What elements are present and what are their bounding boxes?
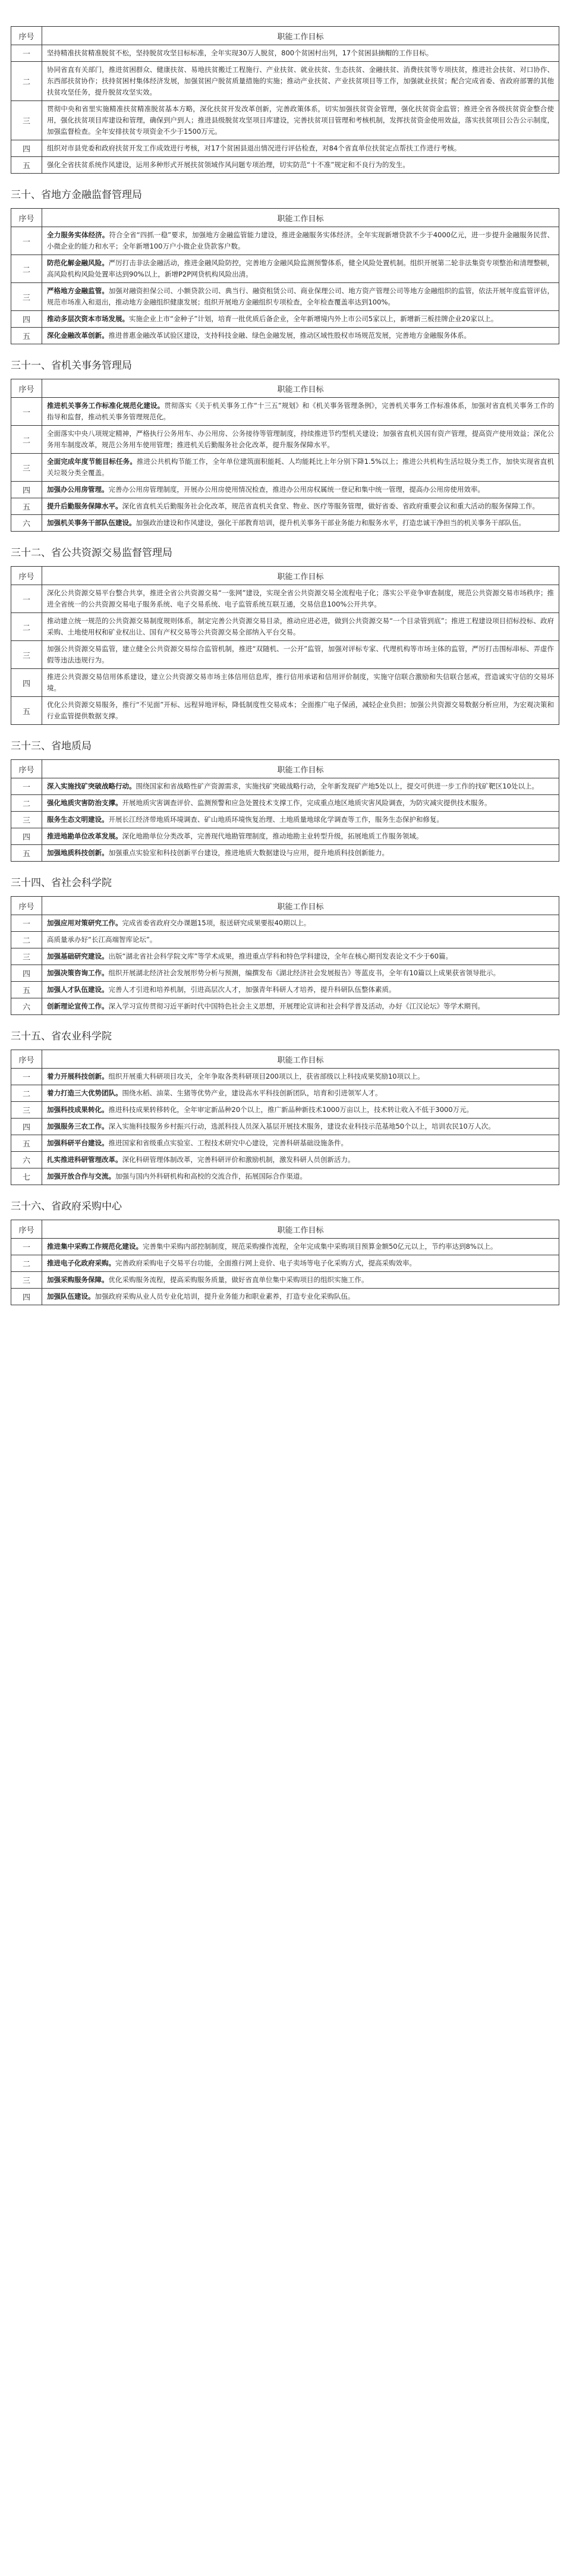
row-number: 二	[11, 62, 42, 101]
header-num: 序号	[11, 567, 42, 585]
row-goal	[42, 915, 559, 932]
row-goal	[42, 1239, 559, 1255]
row-goal-text: 协同省直有关部门，推进贫困群众、健康扶贫、易地扶贫搬迁工程施行、产业扶贫、就业扶贫、生态扶贫、金融扶贫、消费扶贫等专项扶贫，推进社会扶贫、对口协作、东西部扶贫协作；扶持贫困村集体经济发展，加强贫困户脱贫质量措施的实施；推动产业扶贫、产业扶贫项目等工作，加强就业扶贫；配合完成省委、省政府部署的其他扶贫攻坚任务，提升脱贫攻坚实效。	[47, 65, 554, 96]
table-row	[11, 613, 559, 641]
header-num: 序号	[11, 27, 42, 45]
row-number: 二	[11, 613, 42, 641]
table-header-row	[11, 379, 559, 398]
row-goal-heading: 推进集中采购工作规范化建设。	[47, 1242, 143, 1251]
table-row	[11, 1272, 559, 1289]
table-row	[11, 101, 559, 140]
table-row	[11, 669, 559, 697]
row-number: 五	[11, 697, 42, 725]
row-goal	[42, 982, 559, 998]
header-num: 序号	[11, 209, 42, 227]
row-goal	[42, 255, 559, 283]
row-goal	[42, 283, 559, 311]
row-goal-text: 推进普惠金融改革试验区建设，支持科技金融、绿色金融发展，推动区域性股权市场规范发展，完善地方金融服务体系。	[108, 331, 471, 340]
row-number: 四	[11, 311, 42, 328]
row-goal	[42, 778, 559, 795]
row-goal	[42, 482, 559, 498]
table-row	[11, 1168, 559, 1185]
table-row	[11, 965, 559, 982]
goals-table	[11, 759, 559, 862]
row-goal	[42, 585, 559, 613]
row-number: 二	[11, 1085, 42, 1102]
table-header-row	[11, 567, 559, 585]
row-goal-text: 开展地质灾害调查评价、监测预警和应急处置技术支撑工作，完成重点地区地质灾害风险调查，为防灾减灾提供技术服务。	[122, 799, 492, 807]
row-goal-text: 优化公共资源交易服务，推行“不见面”开标、远程异地评标，降低制度性交易成本；全面推广电子保函，减轻企业负担；加强公共资源交易数据分析应用，为宏观决策和行业监管提供数据支撑。	[47, 700, 554, 720]
row-goal-text: 加强对融资担保公司、小额贷款公司、典当行、融资租赁公司、商业保理公司、地方资产管理公司等地方金融组织的监管，依法开展年度监管评估，规范市场准入和退出，推动地方金融组织健康发展；组织开展地方金融组织专项检查，全年检查覆盖率达到100%。	[47, 287, 554, 306]
row-number: 二	[11, 1255, 42, 1272]
row-goal	[42, 62, 559, 101]
row-goal-text: 组织开展重大科研项目攻关，全年争取各类科研项目200项以上，获省部级以上科技成果奖励10项以上。	[108, 1072, 424, 1080]
row-number: 三	[11, 454, 42, 482]
goals-table	[11, 1220, 559, 1305]
row-goal	[42, 998, 559, 1015]
row-goal-text: 推进国家和省级重点实验室、工程技术研究中心建设，完善科研基础设施条件。	[108, 1139, 348, 1147]
row-number: 二	[11, 932, 42, 948]
row-goal	[42, 795, 559, 812]
row-goal	[42, 1085, 559, 1102]
section-title: 三十五、省农业科学院	[11, 1031, 112, 1042]
row-number: 五	[11, 1135, 42, 1152]
row-goal-text: 贯彻落实《关于机关事务工作“十三五”规划》和《机关事务管理条例》，完善机关事务工作标准体系，加强对省直机关事务工作的指导和监督，推动机关事务管理规范化。	[47, 401, 554, 421]
section-title	[11, 0, 559, 26]
row-goal	[42, 328, 559, 344]
row-goal-text: 完善政府采购电子交易平台功能，全面推行网上竞价、电子卖场等电子化采购方式，提高采购效率。	[115, 1259, 416, 1267]
row-goal	[42, 1272, 559, 1289]
row-number: 二	[11, 795, 42, 812]
row-goal-text: 深入学习宣传贯彻习近平新时代中国特色社会主义思想，开展理论宣讲和社会科学普及活动，办好《江汉论坛》等学术期刊。	[108, 1002, 484, 1010]
row-goal-text: 全面落实中央八项规定精神，严格执行公务用车、办公用房、公务接待等管理制度，持续推进节约型机关建设；加强省直机关国有资产管理，提高资产使用效益；深化公务用车制度改革，规范公务用车使用管理；推进机关后勤服务社会化改革，提升服务保障水平。	[47, 429, 554, 449]
table-row	[11, 515, 559, 532]
row-goal	[42, 140, 559, 157]
row-goal-heading: 着力开展科技创新。	[47, 1072, 109, 1080]
row-goal-heading: 创新理论宣传工作。	[47, 1002, 109, 1010]
table-header-row	[11, 209, 559, 227]
row-goal-text: 深化省直机关后勤服务社会化改革，规范省直机关食堂、物业、医疗等服务管理，做好省委、省政府重要会议和重大活动的服务保障工作。	[122, 502, 539, 510]
table-row	[11, 982, 559, 998]
header-num: 序号	[11, 760, 42, 778]
row-goal-heading: 服务生态文明建设。	[47, 815, 109, 824]
row-goal	[42, 515, 559, 532]
table-row	[11, 283, 559, 311]
row-goal	[42, 1152, 559, 1168]
row-number: 四	[11, 140, 42, 157]
row-goal-text: 开展长江经济带地质环境调查、矿山地质环境恢复治理、土地质量地球化学调查等工作，服务生态保护和修复。	[108, 815, 443, 824]
table-row	[11, 62, 559, 101]
row-goal-heading: 深入实施找矿突破战略行动。	[47, 782, 136, 790]
row-goal	[42, 641, 559, 669]
goals-table	[11, 1050, 559, 1185]
table-row	[11, 948, 559, 965]
row-number: 三	[11, 812, 42, 828]
row-goal	[42, 157, 559, 174]
row-goal	[42, 1168, 559, 1185]
row-number: 四	[11, 669, 42, 697]
goals-table	[11, 566, 559, 725]
row-goal-text: 高质量承办好“长江高端智库论坛”。	[47, 935, 157, 944]
row-goal-text: 出版“湖北省社会科学院文库”等学术成果，推进重点学科和特色学科建设，全年在核心期刊发表论文不少于60篇。	[108, 952, 453, 960]
row-goal-heading: 强化地质灾害防治支撑。	[47, 799, 122, 807]
row-goal-text: 深化公共资源交易平台整合共享，推进全省公共资源交易“一张网”建设，实现全省公共资源交易全流程电子化；落实公平竞争审查制度，规范公共资源交易市场秩序；推进全省统一的公共资源交易电子服务系统、电子交易系统、电子监管系统互联互通，交易信息100%公开共享。	[47, 589, 554, 608]
row-number: 六	[11, 1152, 42, 1168]
row-number: 三	[11, 101, 42, 140]
row-number: 一	[11, 1069, 42, 1085]
row-goal	[42, 227, 559, 255]
header-goal: 职能工作目标	[42, 567, 559, 585]
header-goal: 职能工作目标	[42, 209, 559, 227]
header-num: 序号	[11, 1220, 42, 1239]
row-number: 一	[11, 915, 42, 932]
table-header-row	[11, 760, 559, 778]
table-row	[11, 795, 559, 812]
table-row	[11, 1069, 559, 1085]
header-goal: 职能工作目标	[42, 1220, 559, 1239]
table-row	[11, 1255, 559, 1272]
row-goal-heading: 严格地方金融监管。	[47, 287, 109, 295]
row-number: 三	[11, 948, 42, 965]
row-goal-text: 推进公共机构节能工作，全年单位建筑面积能耗、人均能耗比上年分别下降1.5%以上；推进公共机构生活垃圾分类工作，加快实现省直机关垃圾分类全覆盖。	[47, 457, 555, 477]
row-goal-text: 组织开展湖北经济社会发展形势分析与预测，编撰发布《湖北经济社会发展报告》等蓝皮书，全年有10篇以上成果获省领导批示。	[108, 969, 500, 977]
row-goal-heading: 加强服务三农工作。	[47, 1122, 109, 1130]
row-goal-heading: 推进地勘单位改革发展。	[47, 832, 122, 840]
row-goal-text: 深入实施科技服务乡村振兴行动，选派科技人员深入基层开展技术服务，建设农业科技示范基地50个以上，培训农民10万人次。	[108, 1122, 495, 1130]
table-row	[11, 1152, 559, 1168]
table-row	[11, 498, 559, 515]
section-title: 三十四、省社会科学院	[11, 877, 112, 889]
row-goal-text: 加强与国内外科研机构和高校的交流合作，拓展国际合作渠道。	[115, 1172, 307, 1180]
table-row	[11, 311, 559, 328]
row-goal	[42, 613, 559, 641]
row-goal-heading: 推进电子化政府采购。	[47, 1259, 115, 1267]
table-row	[11, 482, 559, 498]
row-number: 二	[11, 255, 42, 283]
row-goal-heading: 扎实推进科研管理改革。	[47, 1155, 122, 1164]
table-row	[11, 828, 559, 845]
goals-table	[11, 208, 559, 344]
table-header-row	[11, 1050, 559, 1069]
table-row	[11, 426, 559, 454]
table-row	[11, 812, 559, 828]
table-row	[11, 1289, 559, 1305]
row-number: 五	[11, 845, 42, 862]
table-row	[11, 1102, 559, 1119]
row-goal-heading: 全力服务实体经济。	[47, 231, 109, 239]
row-goal-heading: 加强办公用房管理。	[47, 485, 109, 494]
table-row	[11, 255, 559, 283]
row-number: 六	[11, 515, 42, 532]
row-goal	[42, 1102, 559, 1119]
row-goal-heading: 着力打造三大优势团队。	[47, 1089, 122, 1097]
row-goal-heading: 加强人才队伍建设。	[47, 985, 109, 994]
row-goal-text: 严厉打击非法金融活动，推进金融风险防控，完善地方金融风险监测预警体系，健全风险处置机制。组织开展第二轮非法集资专项整治和清理整顿，高风险机构风险处置率达到90%以上，新增P2P网贷机构风险出清。	[47, 259, 554, 278]
row-number: 一	[11, 227, 42, 255]
row-goal-text: 完善集中采购内部控制制度，规范采购操作流程，全年完成集中采购项目预算金额50亿元以上，节约率达到8%以上。	[143, 1242, 497, 1251]
row-goal	[42, 669, 559, 697]
row-goal	[42, 828, 559, 845]
row-number: 七	[11, 1168, 42, 1185]
row-number: 一	[11, 398, 42, 426]
row-number: 一	[11, 585, 42, 613]
row-number: 四	[11, 1289, 42, 1305]
table-header-row	[11, 27, 559, 45]
row-number: 五	[11, 498, 42, 515]
header-goal: 职能工作目标	[42, 897, 559, 915]
row-goal-text: 完成省委省政府交办课题15项，报送研究成果要报40期以上。	[122, 919, 311, 927]
section-title: 三十六、省政府采购中心	[11, 1201, 122, 1212]
row-goal	[42, 1135, 559, 1152]
row-goal-text: 推进公共资源交易信用体系建设，建立公共资源交易市场主体信用信息库，推行信用承诺和信用评价制度，实施守信联合激励和失信联合惩戒，营造诚实守信的交易环境。	[47, 673, 554, 692]
row-number: 三	[11, 641, 42, 669]
row-goal	[42, 845, 559, 862]
row-number: 四	[11, 828, 42, 845]
row-number: 五	[11, 157, 42, 174]
row-goal	[42, 426, 559, 454]
row-goal-text: 推进科技成果转移转化，全年审定新品种20个以上，推广新品种新技术1000万亩以上，技术转让收入不低于3000万元。	[108, 1105, 474, 1114]
row-goal-heading: 加强开放合作与交流。	[47, 1172, 115, 1180]
table-row	[11, 932, 559, 948]
row-goal-heading: 深化金融改革创新。	[47, 331, 109, 340]
table-row	[11, 454, 559, 482]
row-goal	[42, 454, 559, 482]
table-row	[11, 697, 559, 725]
table-row	[11, 915, 559, 932]
goals-table	[11, 896, 559, 1015]
header-goal: 职能工作目标	[42, 27, 559, 45]
section-title: 三十二、省公共资源交易监督管理局	[11, 547, 172, 559]
row-goal-text: 围绕水稻、油菜、生猪等优势产业，建设高水平科技创新团队，培育和引进领军人才。	[122, 1089, 382, 1097]
row-goal-heading: 全面完成年度节能目标任务。	[47, 457, 137, 466]
row-goal-text: 优化采购服务流程，提高采购服务质量，做好省直单位集中采购项目的组织实施工作。	[108, 1276, 369, 1284]
row-goal-heading: 提升后勤服务保障水平。	[47, 502, 122, 510]
row-number: 五	[11, 328, 42, 344]
table-row	[11, 585, 559, 613]
row-goal	[42, 1119, 559, 1135]
row-number: 六	[11, 998, 42, 1015]
row-goal	[42, 311, 559, 328]
table-row	[11, 157, 559, 174]
row-goal-heading: 加强队伍建设。	[47, 1292, 95, 1300]
row-goal-heading: 加强科研平台建设。	[47, 1139, 109, 1147]
row-goal-text: 推动建立统一规范的公共资源交易制度规则体系，制定完善公共资源交易目录，推动应进必进，做到公共资源交易“一个目录管到底”；推进工程建设项目招标投标、政府采购、土地使用权和矿业权出让、国有产权交易等公共资源交易全部纳入平台交易。	[47, 617, 554, 636]
header-num: 序号	[11, 897, 42, 915]
row-number: 一	[11, 1239, 42, 1255]
row-goal-text: 完善人才引进和培养机制，引进高层次人才，加强青年科研人才培养，提升科研队伍整体素质。	[108, 985, 396, 994]
row-goal-text: 加强重点实验室和科技创新平台建设，推进地质大数据建设与应用，提升地质科技创新能力。	[108, 849, 389, 857]
row-goal-text: 实施企业上市“金种子”计划，培育一批优质后备企业，全年新增境内外上市公司5家以上，新增新三板挂牌企业20家以上。	[129, 315, 498, 323]
row-goal-text: 加强政治建设和作风建设，强化干部教育培训，提升机关事务干部业务能力和服务水平，打造忠诚干净担当的机关事务干部队伍。	[136, 519, 525, 527]
row-goal-heading: 推动多层次资本市场发展。	[47, 315, 129, 323]
row-goal-heading: 加强基础研究建设。	[47, 952, 109, 960]
row-goal	[42, 932, 559, 948]
row-goal-text: 加强公共资源交易监管，建立健全公共资源交易综合监管机制，推进“双随机、一公开”监管，加强对评标专家、代理机构等市场主体的监管，严厉打击围标串标、弄虚作假等违法违规行为。	[47, 645, 554, 664]
row-goal-text: 围绕国家和省战略性矿产资源需求，实施找矿突破战略行动，全年新发现矿产地5处以上，提交可供进一步工作的找矿靶区10处以上。	[136, 782, 538, 790]
row-goal-text: 贯彻中央和省里实施精准扶贫精准脱贫基本方略，深化扶贫开发改革创新，完善政策体系，切实加强扶贫资金管理，强化扶贫资金监管；推进全省各级扶贫资金整合使用，强化扶贫项目库建设和管理，确保到户到人；推进县级脱贫攻坚项目库建设，完善扶贫项目管理和考核机制，发挥扶贫资金使用效益，落实扶贫项目公告公示制度，加强监督检查。全年安排扶贫专项资金不少于1500万元。	[47, 105, 554, 136]
row-goal-heading: 加强地质科技创新。	[47, 849, 109, 857]
table-row	[11, 998, 559, 1015]
table-header-row	[11, 1220, 559, 1239]
row-goal	[42, 1069, 559, 1085]
row-number: 四	[11, 1119, 42, 1135]
section-title: 三十三、省地质局	[11, 740, 92, 752]
goals-table	[11, 379, 559, 532]
row-goal-heading: 加强机关事务干部队伍建设。	[47, 519, 136, 527]
table-row	[11, 140, 559, 157]
row-goal	[42, 1289, 559, 1305]
row-goal	[42, 398, 559, 426]
table-row	[11, 1085, 559, 1102]
header-num: 序号	[11, 1050, 42, 1069]
row-number: 一	[11, 778, 42, 795]
section-title: 三十一、省机关事务管理局	[11, 360, 132, 372]
row-goal	[42, 498, 559, 515]
row-goal-heading: 加强科技成果转化。	[47, 1105, 109, 1114]
row-goal	[42, 1255, 559, 1272]
row-goal-text: 组织对市县党委和政府扶贫开发工作成效进行考核，对17个贫困县退出情况进行评估检查，对84个省直单位扶贫定点帮扶工作进行考核。	[47, 144, 461, 152]
table-row	[11, 1239, 559, 1255]
row-number: 三	[11, 1102, 42, 1119]
row-goal-text: 坚持精准扶贫精准脱贫不松，坚持脱贫攻坚目标标准，全年实现30万人脱贫，800个贫困村出列，17个贫困县摘帽的工作目标。	[47, 49, 433, 57]
row-goal	[42, 948, 559, 965]
table-row	[11, 641, 559, 669]
row-goal-heading: 加强决策咨询工作。	[47, 969, 109, 977]
table-row	[11, 398, 559, 426]
table-row	[11, 845, 559, 862]
goals-table	[11, 26, 559, 174]
row-goal-text: 强化全省扶贫系统作风建设，运用多种形式开展扶贫领域作风问题专项治理，切实防范“十不准”规定和不良行为的发生。	[47, 161, 410, 169]
row-goal-heading: 加强应用对策研究工作。	[47, 919, 122, 927]
row-goal-text: 深化地勘单位分类改革，完善现代地勘管理制度，推动地勘主业转型升级，拓展地质工作服务领域。	[122, 832, 423, 840]
row-goal-text: 加强政府采购从业人员专业化培训，提升业务能力和职业素养，打造专业化采购队伍。	[95, 1292, 355, 1300]
row-number: 四	[11, 965, 42, 982]
row-goal	[42, 697, 559, 725]
table-row	[11, 778, 559, 795]
row-goal-text: 深化科研管理体制改革，完善科研评价和激励机制，激发科研人员创新活力。	[122, 1155, 355, 1164]
header-num: 序号	[11, 379, 42, 398]
table-row	[11, 1135, 559, 1152]
header-goal: 职能工作目标	[42, 760, 559, 778]
table-row	[11, 1119, 559, 1135]
table-row	[11, 45, 559, 62]
row-number: 二	[11, 426, 42, 454]
row-number: 五	[11, 982, 42, 998]
row-goal	[42, 812, 559, 828]
row-goal-heading: 防范化解金融风险。	[47, 259, 109, 267]
row-goal-text: 完善办公用房管理制度，开展办公用房使用情况检查，推进办公用房权属统一登记和集中统一管理，提高办公用房使用效率。	[108, 485, 484, 494]
section-title: 三十、省地方金融监督管理局	[11, 189, 142, 201]
table-row	[11, 227, 559, 255]
table-header-row	[11, 897, 559, 915]
table-row	[11, 328, 559, 344]
row-goal-text: 符合全省“四抓一稳”要求，加强地方金融监管能力建设，推进金融服务实体经济。全年实现新增贷款不少于4000亿元，进一步提升金融服务民营、小微企业的能力和水平；全年新增100万户小微企业贷款客户数。	[47, 231, 554, 250]
row-goal	[42, 965, 559, 982]
row-number: 三	[11, 283, 42, 311]
header-goal: 职能工作目标	[42, 379, 559, 398]
header-goal: 职能工作目标	[42, 1050, 559, 1069]
row-goal-heading: 加强采购服务保障。	[47, 1276, 109, 1284]
row-goal-heading: 推进机关事务工作标准化规范化建设。	[47, 401, 165, 410]
row-goal	[42, 101, 559, 140]
row-goal	[42, 45, 559, 62]
row-number: 三	[11, 1272, 42, 1289]
row-number: 一	[11, 45, 42, 62]
row-number: 四	[11, 482, 42, 498]
